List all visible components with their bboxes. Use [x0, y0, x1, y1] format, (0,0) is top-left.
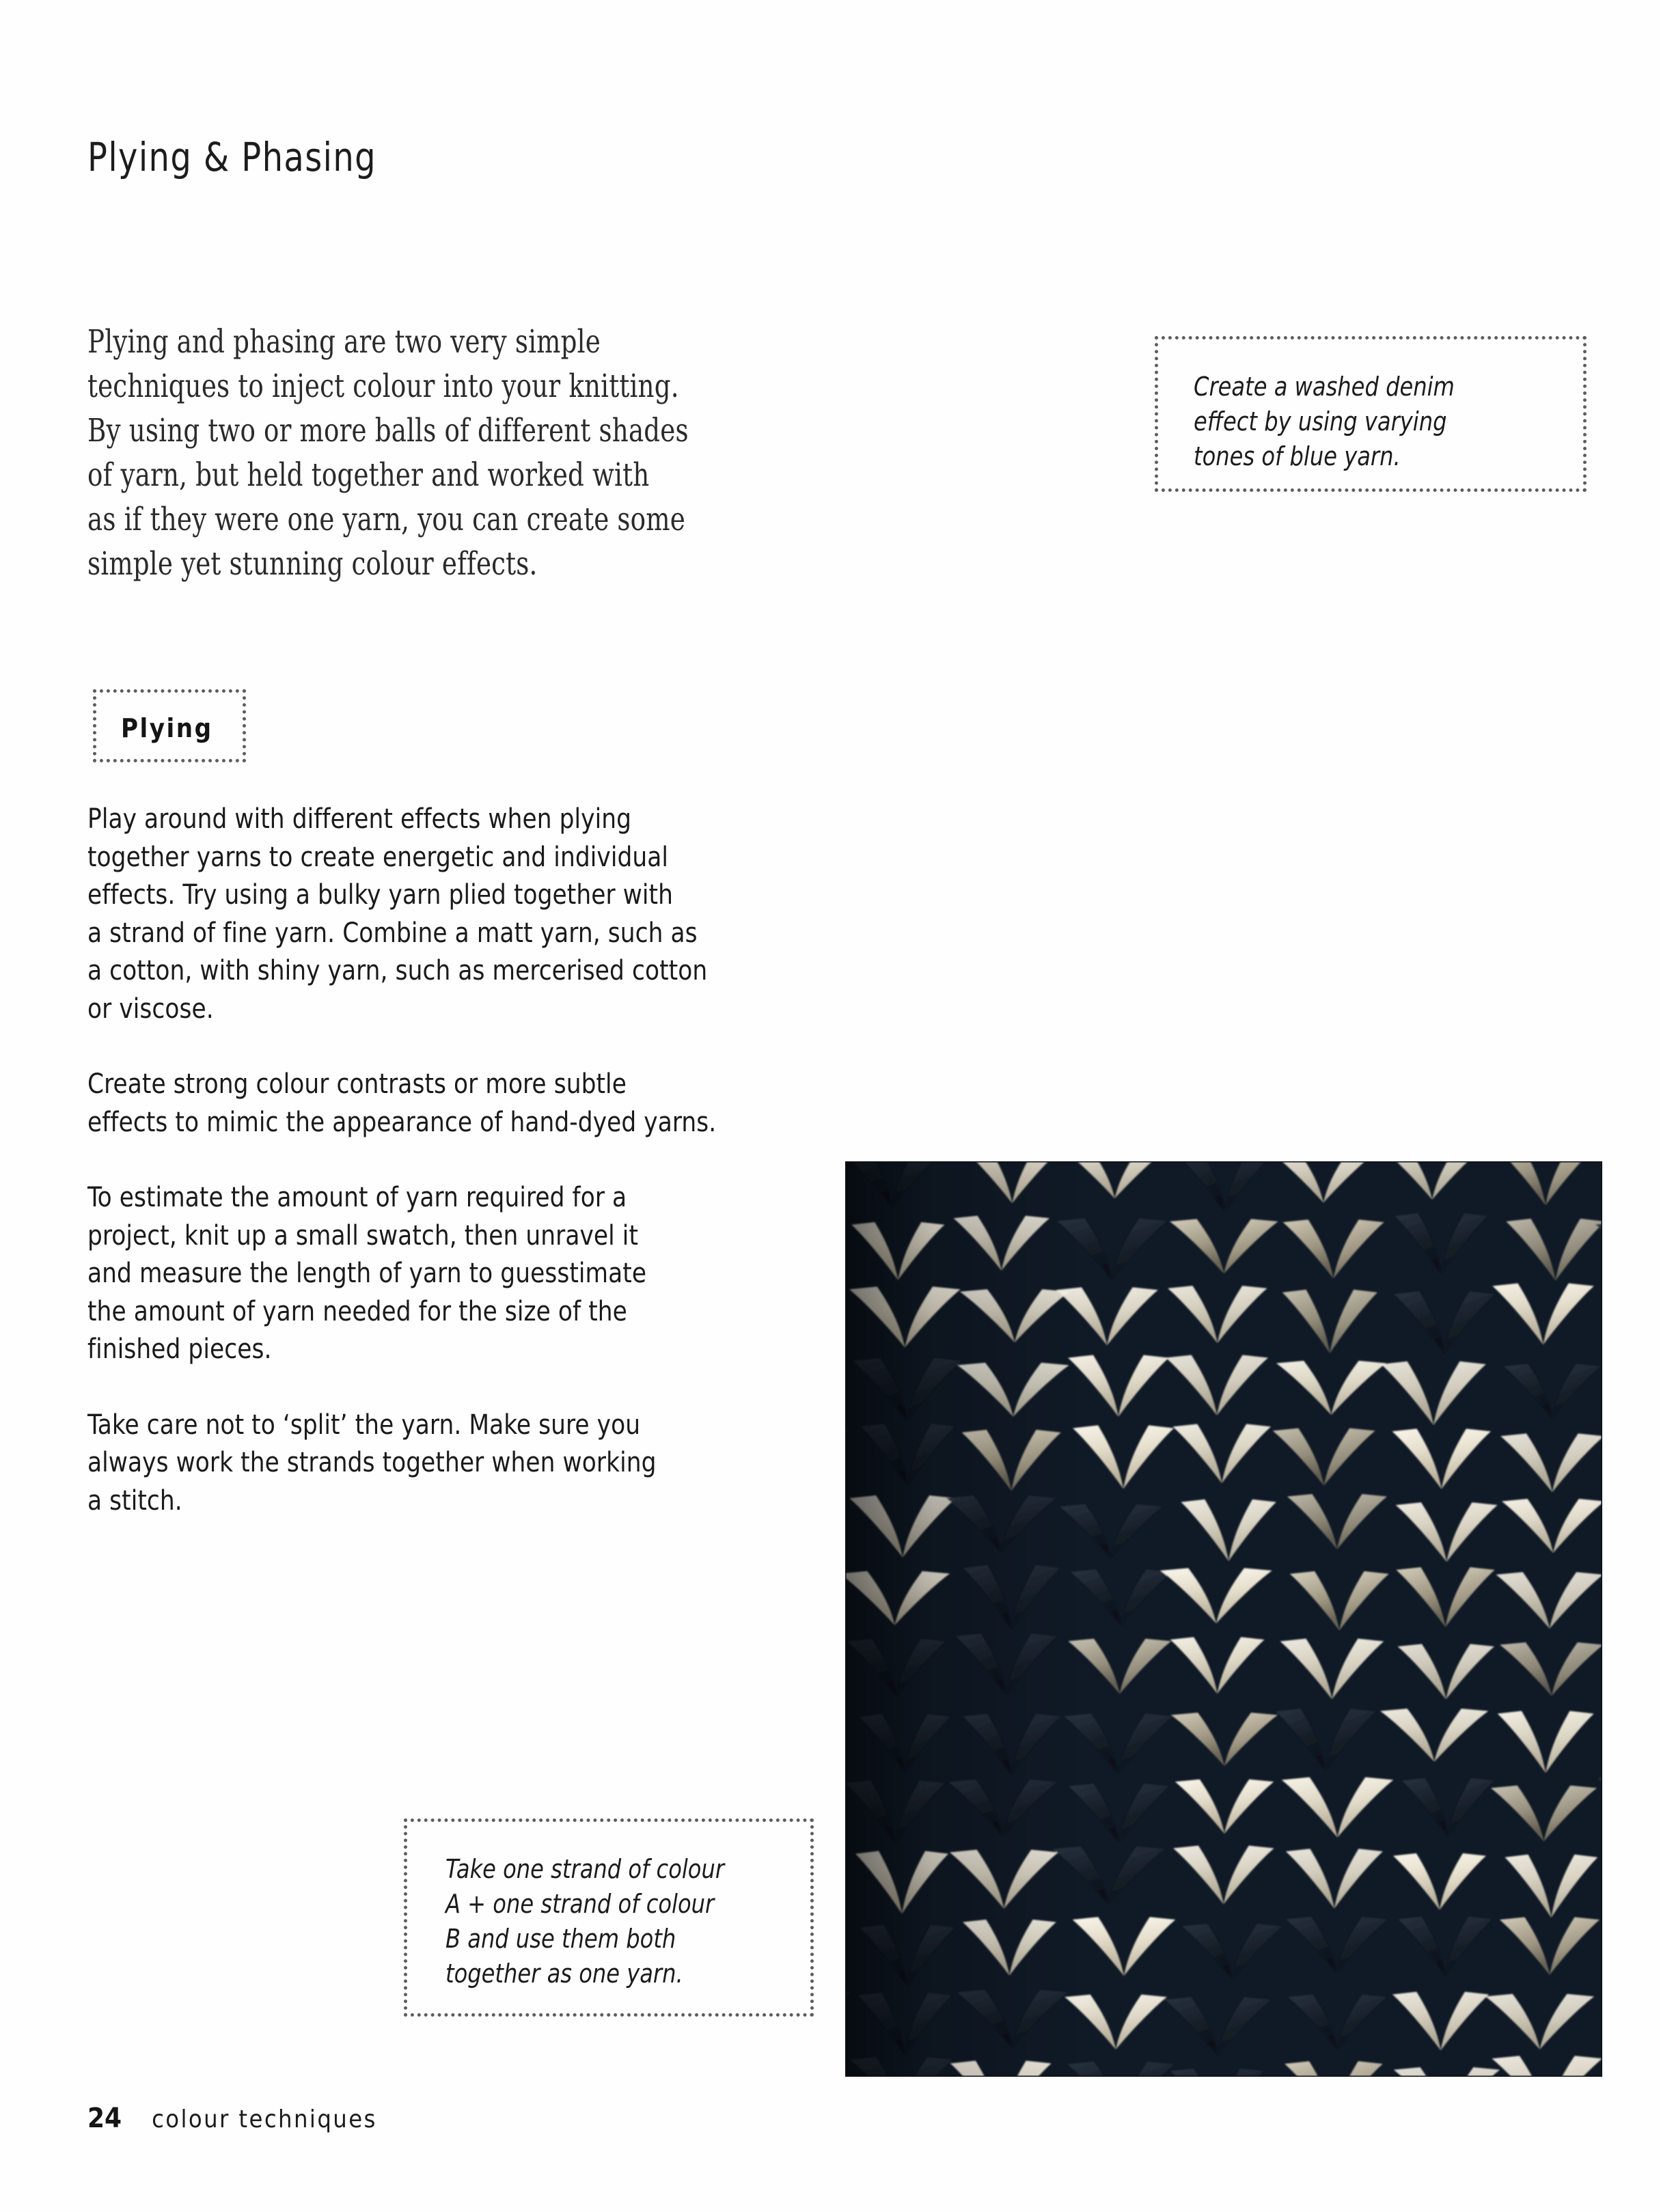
section-heading-box	[93, 689, 246, 762]
intro-line: Plying and phasing are two very simple	[87, 323, 601, 361]
callout-line: tones of blue yarn.	[1194, 441, 1401, 471]
page-number: 24	[87, 2103, 122, 2134]
page-title: Plying & Phasing	[87, 134, 377, 180]
body-line: Create strong colour contrasts or more subtle	[87, 1068, 627, 1100]
body-line: or viscose.	[87, 993, 214, 1025]
body-text-column	[87, 801, 853, 1558]
body-paragraph	[87, 1179, 819, 1369]
callout-denim-text	[1194, 370, 1541, 474]
page-footer	[87, 2103, 377, 2134]
body-line: Take care not to ‘split’ the yarn. Make sure you	[87, 1409, 641, 1441]
callout-line: A + one strand of colour	[445, 1889, 715, 1919]
body-paragraph	[87, 801, 819, 1028]
knitted-swatch-photo	[845, 1161, 1602, 2077]
body-line: To estimate the amount of yarn required for a	[87, 1182, 627, 1213]
body-line: effects. Try using a bulky yarn plied together with	[87, 879, 674, 911]
callout-line: Take one strand of colour	[445, 1854, 725, 1884]
section-heading-label: Plying	[121, 713, 213, 743]
callout-strand-text	[445, 1852, 780, 1991]
intro-line: By using two or more balls of different shades	[87, 412, 689, 450]
intro-line: of yarn, but held together and worked with	[87, 456, 650, 494]
body-line: project, knit up a small swatch, then unravel it	[87, 1219, 639, 1252]
body-line: always work the strands together when working	[87, 1447, 657, 1478]
body-line: and measure the length of yarn to guesstimate	[87, 1258, 647, 1289]
intro-line: simple yet stunning colour effects.	[87, 545, 538, 583]
body-line: Play around with different effects when plying	[87, 803, 632, 835]
body-line: a cotton, with shiny yarn, such as mercerised cotton	[87, 955, 708, 986]
body-paragraph	[87, 1407, 819, 1521]
callout-line: together as one yarn.	[445, 1959, 683, 1989]
body-paragraph	[87, 1066, 819, 1142]
body-line: a stitch.	[87, 1484, 182, 1517]
body-line: a strand of fine yarn. Combine a matt yarn, such as	[87, 917, 698, 949]
body-line: effects to mimic the appearance of hand-dyed yarns.	[87, 1106, 717, 1138]
body-line: the amount of yarn needed for the size of the	[87, 1295, 627, 1327]
callout-box-denim	[1155, 336, 1587, 492]
callout-box-strand	[404, 1819, 814, 2017]
body-line: together yarns to create energetic and individual	[87, 841, 669, 873]
callout-line: Create a washed denim	[1194, 372, 1455, 402]
callout-line: B and use them both	[445, 1924, 676, 1954]
footer-section-name: colour techniques	[152, 2105, 377, 2133]
intro-line: techniques to inject colour into your knitting.	[87, 368, 679, 405]
callout-line: effect by using varying	[1194, 406, 1447, 437]
body-line: finished pieces.	[87, 1333, 272, 1365]
intro-line: as if they were one yarn, you can create some	[87, 501, 685, 538]
intro-paragraph	[87, 320, 875, 586]
